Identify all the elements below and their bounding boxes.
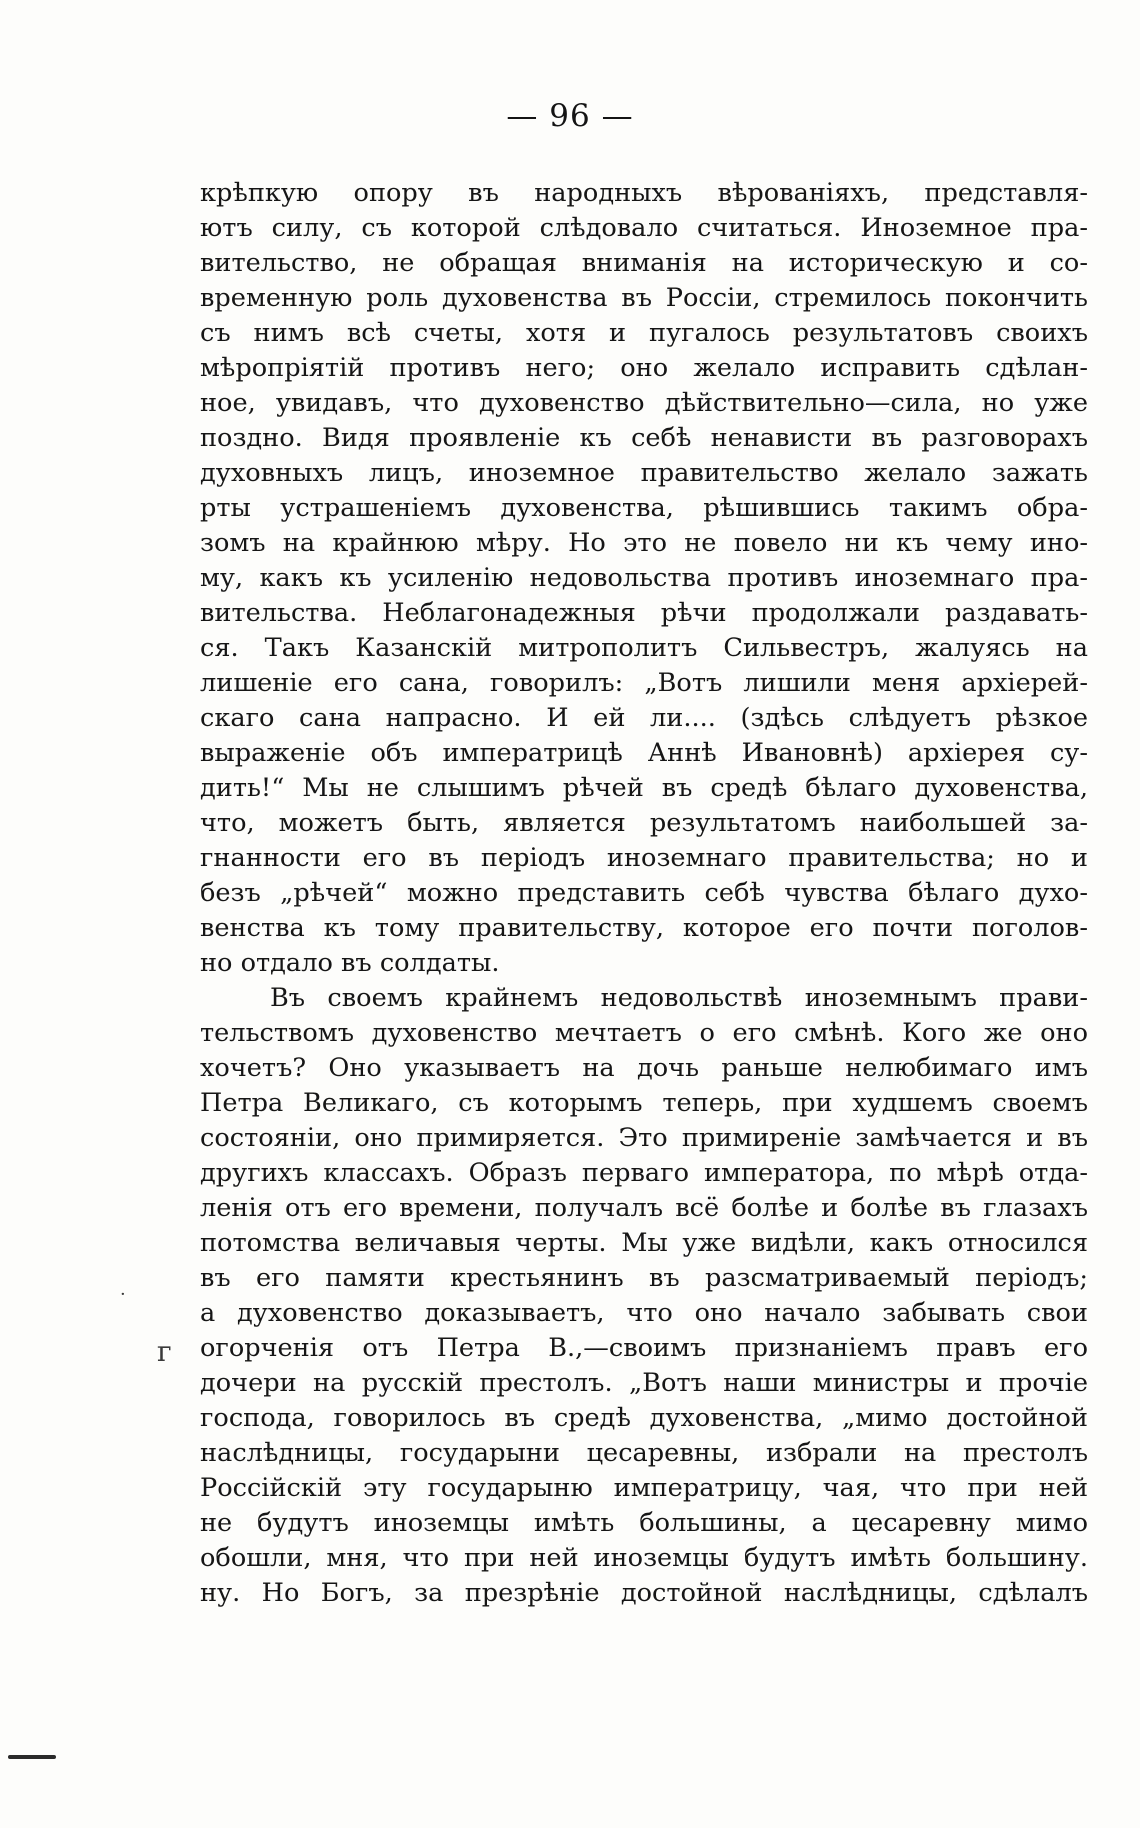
text-line: Россійскій эту государыню императрицу, чая, что при ней [200, 1473, 1088, 1503]
text-line: состояніи, оно примиряется. Это примиреніе замѣчается и въ [200, 1123, 1088, 1153]
text-line: наслѣдницы, государыни цесаревны, избрали на престолъ [200, 1438, 1088, 1468]
text-line: му, какъ къ усиленію недовольства противъ иноземнаго пра- [200, 563, 1088, 593]
text-line: поздно. Видя проявленіе къ себѣ ненависти въ разговорахъ [200, 423, 1088, 453]
text-line: лишеніе его сана, говорилъ: „Вотъ лишили меня архіерей- [200, 668, 1088, 698]
text-line: вительства. Неблагонадежныя рѣчи продолжали раздавать- [200, 598, 1088, 628]
text-line: Петра Великаго, съ которымъ теперь, при худшемъ своемъ [200, 1088, 1088, 1118]
text-line: не будутъ иноземцы имѣть большины, а цесаревну мимо [200, 1508, 1088, 1538]
text-line: ленія отъ его времени, получалъ всё болѣе и болѣе въ глазахъ [200, 1193, 1088, 1223]
text-line: крѣпкую опору въ народныхъ вѣрованіяхъ, представля- [200, 178, 1088, 208]
text-line: дочери на русскій престолъ. „Вотъ наши министры и прочіе [200, 1368, 1088, 1398]
margin-dash-mark [8, 1755, 56, 1759]
text-line: выраженіе объ императрицѣ Аннѣ Ивановнѣ) архіерея су- [200, 738, 1088, 768]
paragraph-end-line: но отдало въ солдаты. [200, 948, 500, 978]
text-line: обошли, мня, что при ней иноземцы будутъ имѣть большину. [200, 1543, 1088, 1573]
text-line: тельствомъ духовенство мечтаетъ о его смѣнѣ. Кого же оно [200, 1018, 1088, 1048]
margin-bracket-mark: г [157, 1335, 172, 1368]
text-line: ютъ силу, съ которой слѣдовало считаться. Иноземное пра- [200, 213, 1088, 243]
text-line: съ нимъ всѣ счеты, хотя и пугалось результатовъ своихъ [200, 318, 1088, 348]
text-line: потомства величавыя черты. Мы уже видѣли, какъ относился [200, 1228, 1088, 1258]
text-body [200, 176, 1088, 1611]
text-line: что, можетъ быть, является результатомъ наибольшей за- [200, 808, 1088, 838]
text-line: венства къ тому правительству, которое его почти поголов- [200, 913, 1088, 943]
text-line: ну. Но Богъ, за презрѣніе достойной наслѣдницы, сдѣлалъ [200, 1578, 1088, 1608]
text-line: въ его памяти крестьянинъ въ разсматриваемый періодъ; [200, 1263, 1088, 1293]
text-line: дить!“ Мы не слышимъ рѣчей въ средѣ бѣлаго духовенства, [200, 773, 1088, 803]
page-number: — 96 — [506, 98, 634, 134]
text-line: временную роль духовенства въ Россіи, стремилось покончить [200, 283, 1088, 313]
text-line: безъ „рѣчей“ можно представить себѣ чувства бѣлаго духо- [200, 878, 1088, 908]
text-line: скаго сана напрасно. И ей ли.... (здѣсь слѣдуетъ рѣзкое [200, 703, 1088, 733]
text-line: другихъ классахъ. Образъ перваго императора, по мѣрѣ отда- [200, 1158, 1088, 1188]
text-line: хочетъ? Оно указываетъ на дочь раньше нелюбимаго имъ [200, 1053, 1088, 1083]
text-line: а духовенство доказываетъ, что оно начало забывать свои [200, 1298, 1088, 1328]
text-line: вительство, не обращая вниманія на историческую и со- [200, 248, 1088, 278]
text-line: господа, говорилось въ средѣ духовенства, „мимо достойной [200, 1403, 1088, 1433]
text-line: мѣропріятій противъ него; оно желало исправить сдѣлан- [200, 353, 1088, 383]
text-line: зомъ на крайнюю мѣру. Но это не повело ни къ чему ино- [200, 528, 1088, 558]
text-line: ное, увидавъ, что духовенство дѣйствительно—сила, но уже [200, 388, 1088, 418]
text-line: рты устрашеніемъ духовенства, рѣшившись такимъ обра- [200, 493, 1088, 523]
text-line: ся. Такъ Казанскій митрополитъ Сильвестръ, жалуясь на [200, 633, 1088, 663]
text-line: гнанности его въ періодъ иноземнаго правительства; но и [200, 843, 1088, 873]
text-line: огорченія отъ Петра В.,—своимъ признаніемъ правъ его [200, 1333, 1088, 1363]
paragraph-start-line: Въ своемъ крайнемъ недовольствѣ иноземнымъ прави- [270, 983, 1088, 1013]
margin-dot-mark: · [120, 1284, 126, 1305]
text-line: духовныхъ лицъ, иноземное правительство желало зажать [200, 458, 1088, 488]
